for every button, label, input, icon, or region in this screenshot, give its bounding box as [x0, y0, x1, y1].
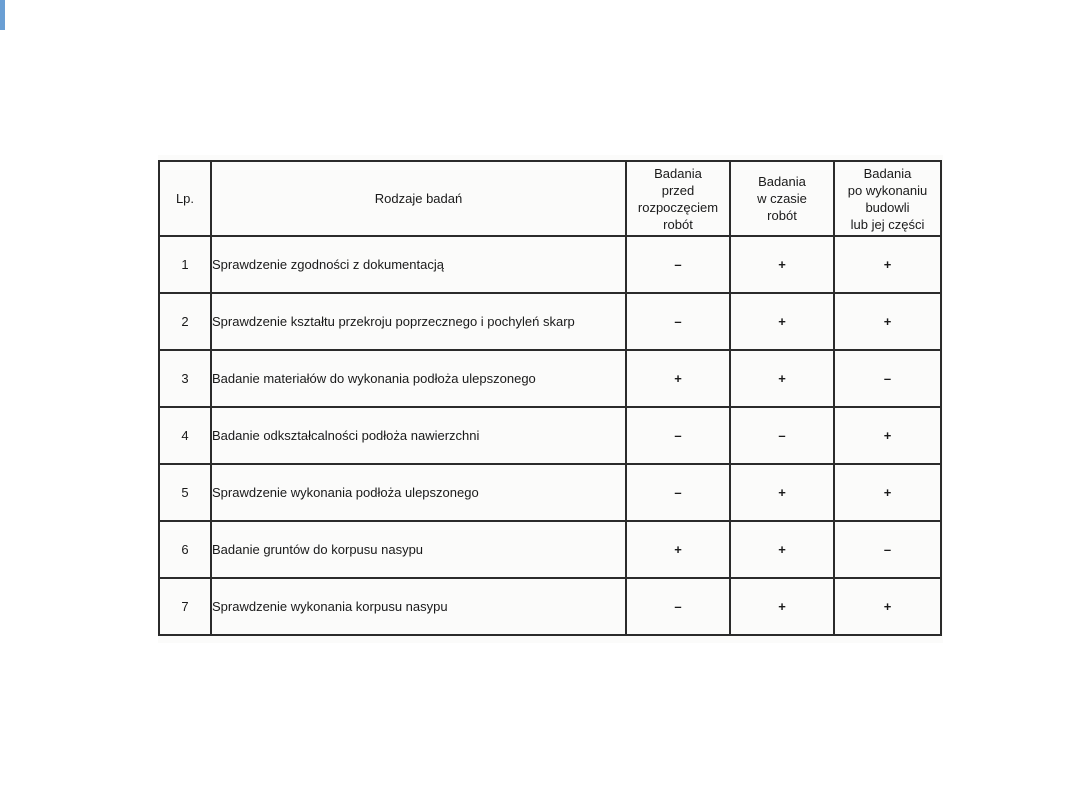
- table-row: [159, 464, 941, 521]
- table-row: [159, 521, 941, 578]
- mark-during: +: [730, 350, 834, 407]
- mark-during: –: [730, 407, 834, 464]
- row-number: 7: [159, 578, 211, 635]
- mark-before: –: [626, 236, 730, 293]
- scanned-document: [158, 155, 943, 643]
- test-name: Badanie gruntów do korpusu nasypu: [211, 521, 626, 578]
- mark-after: –: [834, 521, 941, 578]
- mark-during: +: [730, 464, 834, 521]
- mark-during: +: [730, 236, 834, 293]
- header-line: Badania: [758, 174, 806, 189]
- table-row: [159, 293, 941, 350]
- mark-before: –: [626, 293, 730, 350]
- table-row: [159, 236, 941, 293]
- header-test-type: Rodzaje badań: [211, 161, 626, 236]
- mark-before: –: [626, 407, 730, 464]
- test-name: Badanie materiałów do wykonania podłoża ulepszonego: [211, 350, 626, 407]
- mark-after: +: [834, 407, 941, 464]
- test-name: Sprawdzenie kształtu przekroju poprzecznego i pochyleń skarp: [211, 293, 626, 350]
- mark-during: +: [730, 293, 834, 350]
- header-line: w czasie: [757, 191, 807, 206]
- header-line: lub jej części: [850, 216, 925, 232]
- row-number: 3: [159, 350, 211, 407]
- header-line: robót: [767, 208, 797, 223]
- header-line: budowli: [865, 199, 910, 215]
- header-line: rozpoczęciem: [637, 199, 719, 215]
- tests-table: [158, 160, 942, 636]
- header-line: robót: [663, 216, 693, 232]
- test-name: Badanie odkształcalności podłoża nawierzchni: [211, 407, 626, 464]
- table-row: [159, 407, 941, 464]
- row-number: 1: [159, 236, 211, 293]
- row-number: 6: [159, 521, 211, 578]
- test-name: Sprawdzenie wykonania podłoża ulepszonego: [211, 464, 626, 521]
- header-line: po wykonaniu: [847, 182, 928, 198]
- mark-during: +: [730, 578, 834, 635]
- mark-after: +: [834, 236, 941, 293]
- mark-before: +: [626, 521, 730, 578]
- mark-after: +: [834, 464, 941, 521]
- row-number: 5: [159, 464, 211, 521]
- header-before-works: [626, 161, 730, 236]
- corner-accent-bar: [0, 0, 5, 30]
- header-row: [159, 161, 941, 236]
- table-row: [159, 578, 941, 635]
- mark-during: +: [730, 521, 834, 578]
- mark-after: +: [834, 293, 941, 350]
- mark-after: +: [834, 578, 941, 635]
- header-line: Badania: [654, 165, 702, 181]
- table-row: [159, 350, 941, 407]
- header-during-works: [730, 161, 834, 236]
- header-after-completion: [834, 161, 941, 236]
- header-lp: Lp.: [159, 161, 211, 236]
- mark-before: +: [626, 350, 730, 407]
- header-line: Badania: [863, 165, 912, 181]
- mark-before: –: [626, 464, 730, 521]
- row-number: 4: [159, 407, 211, 464]
- row-number: 2: [159, 293, 211, 350]
- test-name: Sprawdzenie wykonania korpusu nasypu: [211, 578, 626, 635]
- header-line: przed: [661, 182, 695, 198]
- mark-before: –: [626, 578, 730, 635]
- test-name: Sprawdzenie zgodności z dokumentacją: [211, 236, 626, 293]
- mark-after: –: [834, 350, 941, 407]
